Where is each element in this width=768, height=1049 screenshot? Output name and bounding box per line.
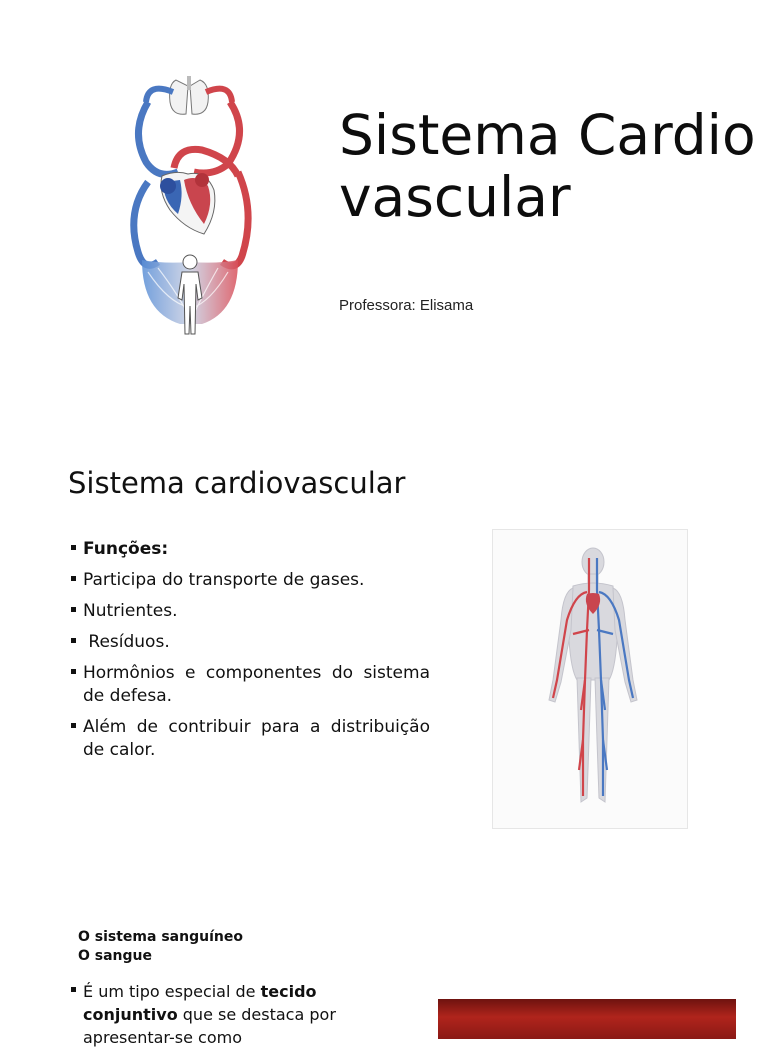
list-item xyxy=(68,538,430,561)
bullet-text: Além de contribuir para a distribuição de calor. xyxy=(83,717,430,760)
bullet-text: Resíduos. xyxy=(83,632,170,652)
bullet-icon xyxy=(71,723,76,728)
heading-line: O sangue xyxy=(78,948,153,964)
bullet-icon xyxy=(71,987,76,992)
circulation-diagram-icon xyxy=(118,72,264,342)
human-vascular-system-icon xyxy=(492,529,688,829)
bullet-text: É um tipo especial de xyxy=(83,982,261,1001)
bullet-text: Hormônios e componentes do sistema de defesa. xyxy=(83,663,430,706)
list-item xyxy=(68,662,430,708)
bullet-bold-text: tecido conjuntivo xyxy=(83,982,317,1024)
bullet-icon xyxy=(71,669,76,674)
slide-blood xyxy=(0,900,768,1047)
bullet-text: Participa do transporte de gases. xyxy=(83,570,365,590)
slide-cardiovascular xyxy=(0,430,768,870)
presenter-name: Professora: Elisama xyxy=(339,297,474,314)
heading-line: O sistema sanguíneo xyxy=(78,929,243,945)
bullet-icon xyxy=(71,576,76,581)
bullet-list xyxy=(68,538,430,770)
slide-title-text: Sistema Cardiovascular xyxy=(339,103,756,229)
bullet-list xyxy=(68,980,413,1049)
blood-photo-icon xyxy=(438,999,736,1039)
bullet-icon xyxy=(71,545,76,550)
slide-heading xyxy=(78,928,243,966)
list-item xyxy=(68,600,430,623)
list-item xyxy=(68,716,430,762)
list-item xyxy=(68,631,430,654)
bullet-icon xyxy=(71,638,76,643)
bullet-text: Funções: xyxy=(83,539,169,559)
bullet-text: que se destaca por apresentar-se como xyxy=(83,1005,336,1047)
list-item xyxy=(68,980,413,1049)
slide-heading: Sistema cardiovascular xyxy=(68,466,406,500)
bullet-icon xyxy=(71,607,76,612)
list-item xyxy=(68,569,430,592)
bullet-text: Nutrientes. xyxy=(83,601,178,621)
slide-title xyxy=(0,0,768,400)
